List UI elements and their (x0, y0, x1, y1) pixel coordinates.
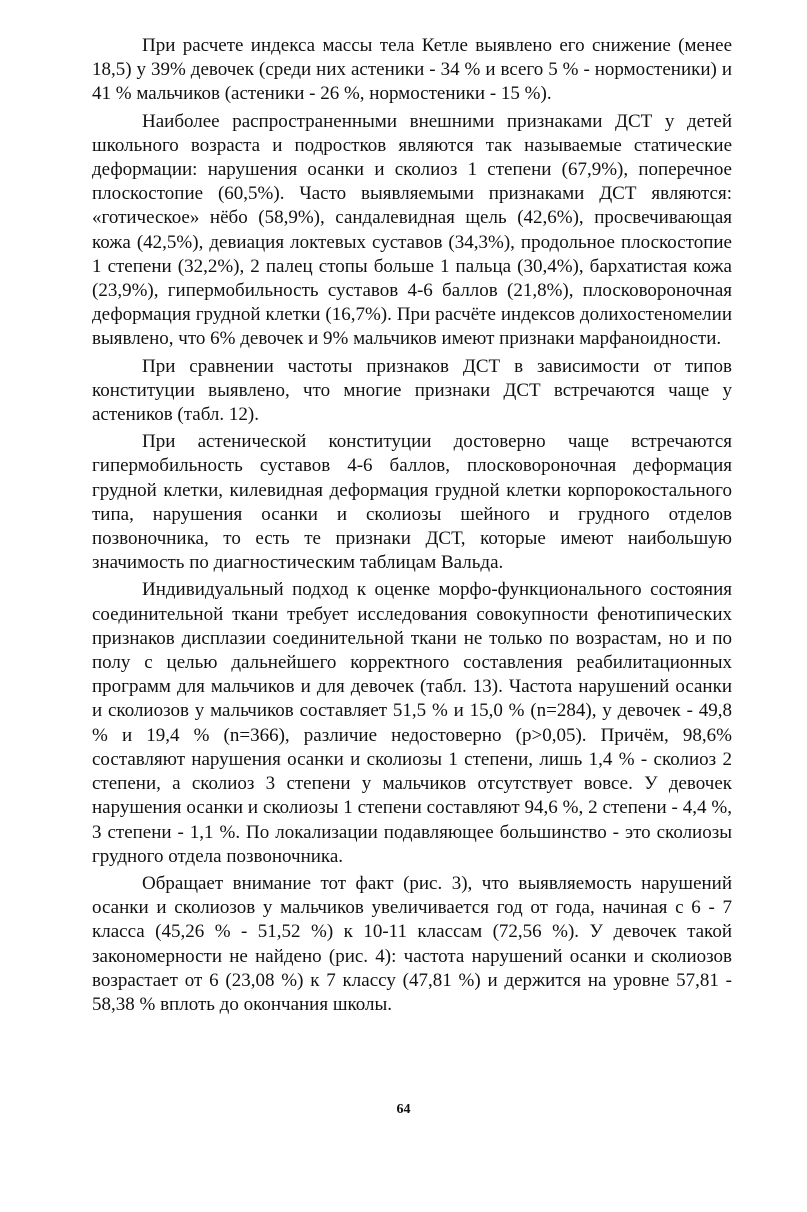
paragraph-constitution-comparison: При сравнении частоты признаков ДСТ в зависимости от типов конституции выявлено, что многие признаки ДСТ встречаются чаще у астеников (табл. 12). (92, 355, 732, 426)
page-number: 64 (396, 1102, 411, 1117)
body-text (92, 34, 732, 1020)
paragraph-dst-signs: Наиболее распространенными внешними признаками ДСТ у детей школьного возраста и подростков являются так называемые статические деформации: нарушения осанки и сколиоз 1 степени (67,9%), поперечное плоскостопие (60,5%). Часто выявляемыми признаками ДСТ являются: «готическое» нёбо (58,9%), сандалевидная щель (42,6%), просвечивающая кожа (42,5%), девиация локтевых суставов (34,3%), продольное плоскостопие 1 степени (32,2%), 2 палец стопы больше 1 пальца (30,4%), бархатистая кожа (23,9%), гипермобильность суставов 4-6 баллов (21,8%), плосковороночная деформация грудной клетки (16,7%). При расчёте индексов долихостеномелии выявлено, что 6% девочек и 9% мальчиков имеют признаки марфаноидности. (92, 110, 732, 350)
paragraph-posture-by-grade: Обращает внимание тот факт (рис. 3), что выявляемость нарушений осанки и сколиозов у мальчиков увеличивается год от года, начиная с 6 - 7 класса (45,26 % - 51,52 %) к 10-11 классам (72,56 %). У девочек такой закономерности не найдено (рис. 4): частота нарушений осанки и сколиозов возрастает от 6 (23,08 %) к 7 классу (47,81 %) и держится на уровне 57,81 - 58,38 % вплоть до окончания школы. (92, 872, 732, 1015)
paragraph-asthenic-constitution: При астенической конституции достоверно чаще встречаются гипермобильность суставов 4-6 баллов, плосковороночная деформация грудной клетки, килевидная деформация грудной клетки корпорокостального типа, нарушения осанки и сколиозы шейного и грудного отделов позвоночника, то есть те признаки ДСТ, которые имеют наибольшую значимость по диагностическим таблицам Вальда. (92, 431, 732, 574)
paragraph-ketle-index: При расчете индекса массы тела Кетле выявлено его снижение (менее 18,5) у 39% девочек (среди них астеники - 34 % и всего 5 % - нормостеники) и 41 % мальчиков (астеники - 26 %, нормостеники - 15 %). (92, 35, 732, 105)
paragraph-individual-approach: Индивидуальный подход к оценке морфо-функционального состояния соединительной ткани требует исследования совокупности фенотипических признаков дисплазии соединительной ткани не только по возрастам, но и по полу с целью дальнейшего корректного составления реабилитационных программ для мальчиков и для девочек (табл. 13). Частота нарушений осанки и сколиозов у мальчиков составляет 51,5 % и 15,0 % (n=284), у девочек - 49,8 % и 19,4 % (n=366), различие недостоверно (p>0,05). Причём, 98,6% составляют нарушения осанки и сколиозы 1 степени, лишь 1,4 % - сколиоз 2 степени, а сколиоз 3 степени у мальчиков отсутствует вовсе. У девочек нарушения осанки и сколиозы 1 степени составляют 94,6 %, 2 степени - 4,4 %, 3 степени - 1,1 %. По локализации подавляющее большинство - это сколиозы грудного отдела позвоночника. (92, 579, 732, 867)
